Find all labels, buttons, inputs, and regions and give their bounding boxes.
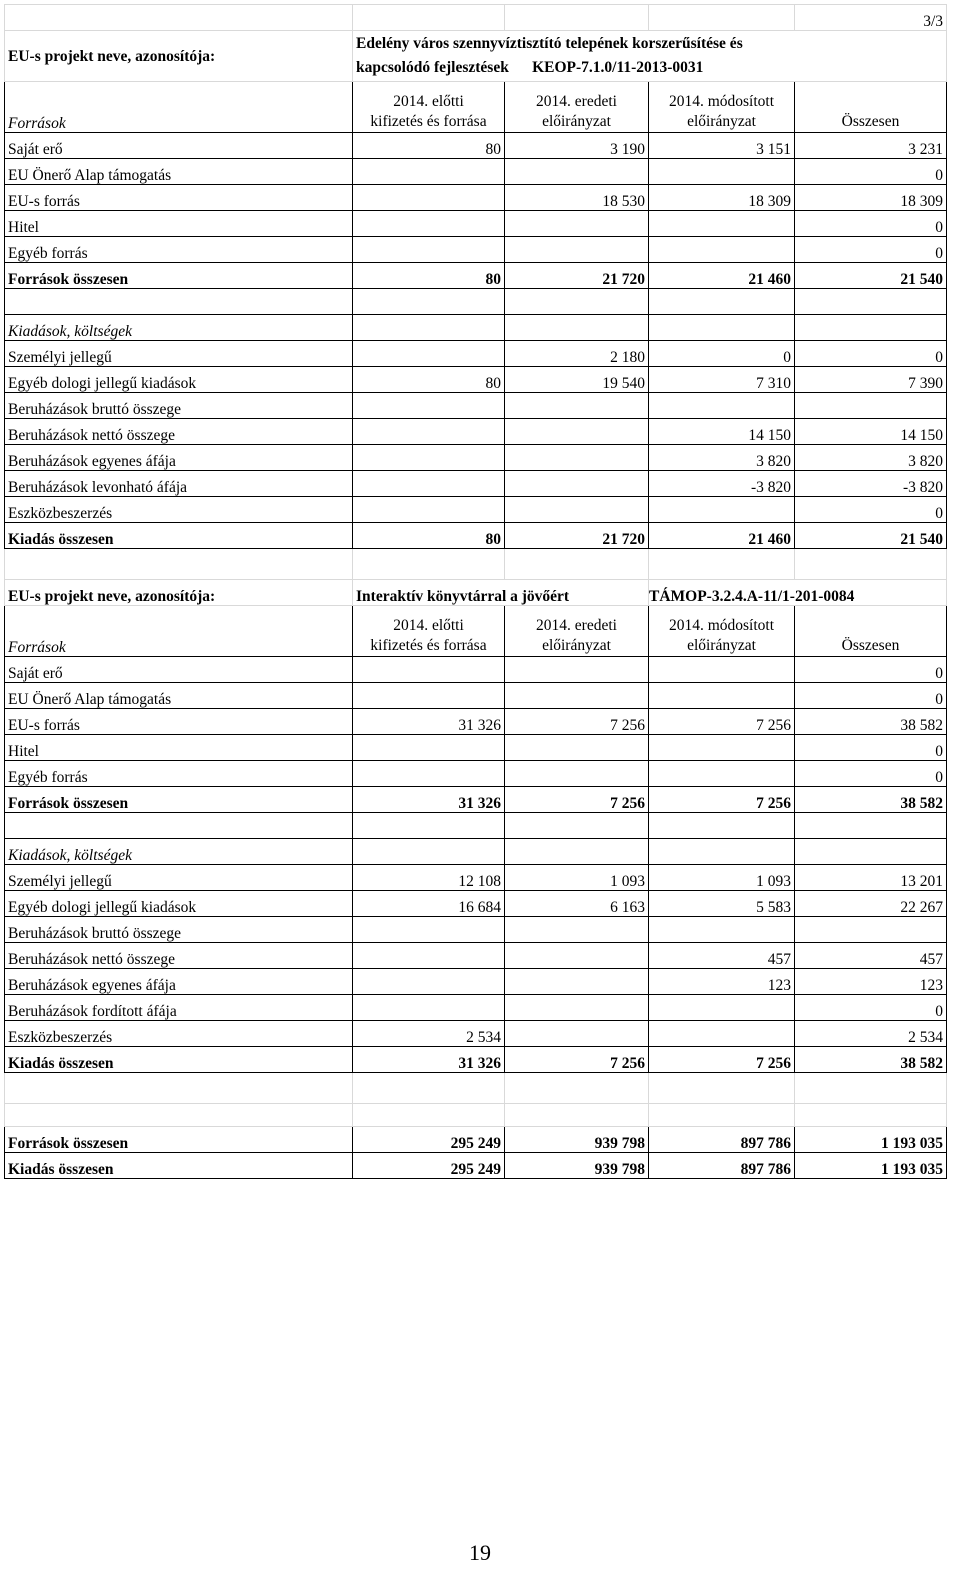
empty-cell	[505, 549, 649, 580]
cell-col1: 295 249	[353, 1153, 505, 1179]
cell-col4: 0	[795, 497, 947, 523]
spacer-row	[5, 549, 947, 580]
cell-col2: 21 720	[505, 263, 649, 289]
column-header-1	[353, 82, 505, 133]
empty-cell	[353, 813, 505, 839]
cell-col2: 7 256	[505, 709, 649, 735]
cell-col1	[353, 683, 505, 709]
cell-col4: 2 534	[795, 1021, 947, 1047]
cell-col2: 7 256	[505, 1047, 649, 1073]
page-number: 19	[469, 1540, 491, 1565]
column-header-line1: 2014. eredeti	[536, 93, 617, 110]
cell-col2: 3 190	[505, 133, 649, 159]
cell-col2: 939 798	[505, 1153, 649, 1179]
cell-col3: 0	[649, 341, 795, 367]
project1-expense-row	[5, 497, 947, 523]
cell-col4: 0	[795, 341, 947, 367]
cell-col1	[353, 917, 505, 943]
cell-col2: 19 540	[505, 367, 649, 393]
cell-col4: 0	[795, 683, 947, 709]
row-label: Források összesen	[5, 787, 353, 813]
cell-col4: 457	[795, 943, 947, 969]
empty-cell	[353, 549, 505, 580]
project1-expense-row	[5, 471, 947, 497]
project1-source-row	[5, 237, 947, 263]
cell-col1	[353, 471, 505, 497]
cell-col4: 7 390	[795, 367, 947, 393]
cell-col2: 18 530	[505, 185, 649, 211]
cell-col3	[649, 735, 795, 761]
cell-col2: 1 093	[505, 865, 649, 891]
project2-label: EU-s projekt neve, azonosítója:	[5, 580, 353, 606]
empty-cell	[505, 1104, 649, 1127]
cell-col3	[649, 393, 795, 419]
column-header-line2: kifizetés és forrása	[370, 637, 487, 654]
empty-cell	[505, 289, 649, 315]
empty-cell	[353, 1104, 505, 1127]
cell-col1	[353, 393, 505, 419]
cell-col2	[505, 683, 649, 709]
corner-row	[5, 5, 947, 31]
project1-source-row	[5, 159, 947, 185]
cell-col3: 123	[649, 969, 795, 995]
cell-col4: 3 820	[795, 445, 947, 471]
cell-col1	[353, 735, 505, 761]
cell-col1: 31 326	[353, 787, 505, 813]
grand-total-row	[5, 1127, 947, 1153]
row-label: Kiadás összesen	[5, 1047, 353, 1073]
cell-col3	[649, 497, 795, 523]
empty-cell	[505, 839, 649, 865]
cell-col1	[353, 185, 505, 211]
empty-cell	[795, 549, 947, 580]
cell-col4: 38 582	[795, 709, 947, 735]
cell-col3: 5 583	[649, 891, 795, 917]
cell-col2	[505, 761, 649, 787]
empty-cell	[795, 1073, 947, 1104]
cell-col1	[353, 497, 505, 523]
project2-expenses-heading-row	[5, 839, 947, 865]
row-label: Egyéb dologi jellegű kiadások	[5, 367, 353, 393]
column-header-line1: 2014. eredeti	[536, 617, 617, 634]
column-header-2	[505, 82, 649, 133]
project1-source-row	[5, 133, 947, 159]
empty-cell	[353, 1073, 505, 1104]
cell-col4: 0	[795, 995, 947, 1021]
project1-expenses-total-row	[5, 523, 947, 549]
cell-col1	[353, 761, 505, 787]
project2-name-cell	[353, 580, 649, 606]
cell-col4: 22 267	[795, 891, 947, 917]
cell-col2	[505, 995, 649, 1021]
project2-source-row	[5, 709, 947, 735]
spacer-row	[5, 1073, 947, 1104]
column-header-line2: előirányzat	[687, 113, 756, 130]
row-label: Beruházások nettó összege	[5, 943, 353, 969]
grand-total-row	[5, 1153, 947, 1179]
cell-col4: 0	[795, 211, 947, 237]
row-label: Beruházások bruttó összege	[5, 917, 353, 943]
project1-source-row	[5, 211, 947, 237]
cell-col3: 3 820	[649, 445, 795, 471]
project2-name: Interaktív könyvtárral a jövőért	[356, 588, 570, 605]
empty-cell	[5, 1104, 353, 1127]
column-header-line1: 2014. módosított	[668, 617, 775, 634]
cell-col4: 21 540	[795, 263, 947, 289]
cell-col3: 21 460	[649, 523, 795, 549]
cell-col4: 123	[795, 969, 947, 995]
empty-cell	[505, 315, 649, 341]
cell-col1	[353, 211, 505, 237]
empty-cell	[353, 315, 505, 341]
cell-col4	[795, 393, 947, 419]
empty-cell	[649, 1104, 795, 1127]
cell-col1	[353, 419, 505, 445]
row-label: Kiadás összesen	[5, 1153, 353, 1179]
row-label: EU Önerő Alap támogatás	[5, 683, 353, 709]
project1-label: EU-s projekt neve, azonosítója:	[5, 31, 353, 82]
column-header-total: Összesen	[795, 82, 947, 133]
cell-col3: 897 786	[649, 1153, 795, 1179]
project2-expense-row	[5, 865, 947, 891]
cell-col2	[505, 237, 649, 263]
cell-col3	[649, 995, 795, 1021]
project2-expense-row	[5, 1021, 947, 1047]
project1-expenses-heading-row	[5, 315, 947, 341]
project2-expense-row	[5, 917, 947, 943]
cell-col2	[505, 735, 649, 761]
expenses-heading: Kiadások, költségek	[5, 839, 353, 865]
empty-cell	[649, 839, 795, 865]
cell-col1: 31 326	[353, 709, 505, 735]
row-label: EU Önerő Alap támogatás	[5, 159, 353, 185]
project1-source-row	[5, 185, 947, 211]
column-header-1	[353, 606, 505, 657]
empty-cell	[795, 1104, 947, 1127]
project1-expense-row	[5, 419, 947, 445]
cell-col2	[505, 943, 649, 969]
cell-col4: 21 540	[795, 523, 947, 549]
project2-code: TÁMOP-3.2.4.A-11/1-201-0084	[649, 588, 855, 605]
cell-col1: 80	[353, 523, 505, 549]
empty-cell	[505, 813, 649, 839]
empty-cell	[5, 549, 353, 580]
cell-col4: 13 201	[795, 865, 947, 891]
row-label: Források összesen	[5, 1127, 353, 1153]
row-label: Beruházások levonható áfája	[5, 471, 353, 497]
cell-col1	[353, 237, 505, 263]
cell-col4: 14 150	[795, 419, 947, 445]
cell-col4: 0	[795, 657, 947, 683]
column-header-line2: előirányzat	[687, 637, 756, 654]
cell-col2	[505, 159, 649, 185]
cell-col2	[505, 471, 649, 497]
cell-col4: 0	[795, 237, 947, 263]
project1-expense-row	[5, 367, 947, 393]
column-header-2	[505, 606, 649, 657]
row-label: Hitel	[5, 735, 353, 761]
cell-col2: 7 256	[505, 787, 649, 813]
row-label: Egyéb forrás	[5, 237, 353, 263]
cell-col3: 7 310	[649, 367, 795, 393]
cell-col3	[649, 683, 795, 709]
row-label: Egyéb forrás	[5, 761, 353, 787]
cell-col4: 3 231	[795, 133, 947, 159]
cell-col1	[353, 159, 505, 185]
row-label: Saját erő	[5, 133, 353, 159]
column-header-line1: 2014. módosított	[668, 93, 775, 110]
project1-expense-row	[5, 393, 947, 419]
empty-cell	[649, 289, 795, 315]
cell-col3: 457	[649, 943, 795, 969]
project2-expense-row	[5, 891, 947, 917]
project2-sources-total-row	[5, 787, 947, 813]
column-header-line2: kifizetés és forrása	[370, 113, 487, 130]
empty-cell	[5, 1073, 353, 1104]
cell-col1	[353, 657, 505, 683]
row-label: Kiadás összesen	[5, 523, 353, 549]
project2-source-row	[5, 657, 947, 683]
project2-expense-row	[5, 969, 947, 995]
cell-col4: 1 193 035	[795, 1153, 947, 1179]
project2-header-row	[5, 606, 947, 657]
project1-name	[353, 31, 947, 82]
empty-cell	[649, 1073, 795, 1104]
cell-col1: 16 684	[353, 891, 505, 917]
cell-col3: 897 786	[649, 1127, 795, 1153]
cell-col2: 939 798	[505, 1127, 649, 1153]
project1-header-row	[5, 82, 947, 133]
row-label: Személyi jellegű	[5, 865, 353, 891]
cell-col4	[795, 917, 947, 943]
project2-expense-row	[5, 995, 947, 1021]
row-label: Eszközbeszerzés	[5, 497, 353, 523]
project2-source-row	[5, 735, 947, 761]
cell-col3: 1 093	[649, 865, 795, 891]
cell-col2	[505, 393, 649, 419]
cell-col4: 38 582	[795, 1047, 947, 1073]
row-label: Saját erő	[5, 657, 353, 683]
cell-col4: 0	[795, 159, 947, 185]
empty-cell	[505, 1073, 649, 1104]
cell-col4: 0	[795, 735, 947, 761]
empty-cell	[353, 839, 505, 865]
project2-expense-row	[5, 943, 947, 969]
row-label: Beruházások egyenes áfája	[5, 969, 353, 995]
project1-name-line1: Edelény város szennyvíztisztító telepének korszerűsítése és	[356, 35, 743, 52]
cell-col2: 21 720	[505, 523, 649, 549]
project2-expenses-total-row	[5, 1047, 947, 1073]
cell-col4: 18 309	[795, 185, 947, 211]
cell-col2	[505, 445, 649, 471]
page-corner-label: 3/3	[795, 5, 947, 31]
cell-col4: 1 193 035	[795, 1127, 947, 1153]
project1-spacer-row	[5, 289, 947, 315]
cell-col3: 21 460	[649, 263, 795, 289]
empty-cell	[795, 813, 947, 839]
cell-col3	[649, 1021, 795, 1047]
cell-col2: 2 180	[505, 341, 649, 367]
cell-col3: -3 820	[649, 471, 795, 497]
project1-sources-total-row	[5, 263, 947, 289]
cell-col1	[353, 341, 505, 367]
cell-col3: 3 151	[649, 133, 795, 159]
cell-col1	[353, 969, 505, 995]
cell-col3: 18 309	[649, 185, 795, 211]
row-label: Hitel	[5, 211, 353, 237]
empty-cell	[5, 813, 353, 839]
column-header-line2: előirányzat	[542, 113, 611, 130]
empty-cell	[649, 315, 795, 341]
cell-col3	[649, 237, 795, 263]
project1-expense-row	[5, 445, 947, 471]
project1-name-line2: kapcsolódó fejlesztések KEOP-7.1.0/11-2013-0031	[356, 59, 704, 76]
cell-col3	[649, 917, 795, 943]
column-header-3	[649, 606, 795, 657]
cell-col1	[353, 445, 505, 471]
cell-col1	[353, 943, 505, 969]
cell-col1	[353, 995, 505, 1021]
project2-title-row	[5, 580, 947, 606]
cell-col1: 80	[353, 367, 505, 393]
project1-title-row	[5, 31, 947, 82]
project2-code-cell	[649, 580, 947, 606]
empty-cell	[649, 813, 795, 839]
column-header-total: Összesen	[795, 606, 947, 657]
row-label: Egyéb dologi jellegű kiadások	[5, 891, 353, 917]
cell-col2: 6 163	[505, 891, 649, 917]
cell-col3	[649, 159, 795, 185]
empty-cell	[353, 289, 505, 315]
cell-col2	[505, 969, 649, 995]
spreadsheet	[4, 4, 946, 1179]
cell-col2	[505, 1021, 649, 1047]
column-header-line1: 2014. előtti	[393, 93, 464, 110]
spacer-row	[5, 1104, 947, 1127]
expenses-heading: Kiadások, költségek	[5, 315, 353, 341]
cell-col4: 0	[795, 761, 947, 787]
column-header-line1: 2014. előtti	[393, 617, 464, 634]
row-label: Beruházások fordított áfája	[5, 995, 353, 1021]
empty-cell	[795, 315, 947, 341]
cell-col3: 7 256	[649, 787, 795, 813]
empty-cell	[5, 289, 353, 315]
row-label: Beruházások egyenes áfája	[5, 445, 353, 471]
cell-col2	[505, 419, 649, 445]
empty-cell	[795, 289, 947, 315]
column-header-line2: előirányzat	[542, 637, 611, 654]
sources-heading: Források	[5, 82, 353, 133]
budget-table	[4, 4, 947, 1179]
column-header-3	[649, 82, 795, 133]
row-label: Beruházások nettó összege	[5, 419, 353, 445]
cell-col2	[505, 917, 649, 943]
cell-col2	[505, 211, 649, 237]
cell-col1: 2 534	[353, 1021, 505, 1047]
cell-col3	[649, 657, 795, 683]
cell-col1: 80	[353, 263, 505, 289]
cell-col3: 7 256	[649, 1047, 795, 1073]
cell-col4: 38 582	[795, 787, 947, 813]
row-label: EU-s forrás	[5, 709, 353, 735]
cell-col3: 7 256	[649, 709, 795, 735]
cell-col3	[649, 761, 795, 787]
cell-col1: 12 108	[353, 865, 505, 891]
project2-spacer-row	[5, 813, 947, 839]
row-label: Beruházások bruttó összege	[5, 393, 353, 419]
cell-col1: 80	[353, 133, 505, 159]
row-label: Személyi jellegű	[5, 341, 353, 367]
row-label: Eszközbeszerzés	[5, 1021, 353, 1047]
empty-cell	[649, 549, 795, 580]
cell-col4: -3 820	[795, 471, 947, 497]
project1-expense-row	[5, 341, 947, 367]
project2-source-row	[5, 683, 947, 709]
cell-col3: 14 150	[649, 419, 795, 445]
cell-col2	[505, 497, 649, 523]
project2-source-row	[5, 761, 947, 787]
empty-cell	[795, 839, 947, 865]
cell-col1: 31 326	[353, 1047, 505, 1073]
cell-col2	[505, 657, 649, 683]
sources-heading: Források	[5, 606, 353, 657]
row-label: Források összesen	[5, 263, 353, 289]
cell-col3	[649, 211, 795, 237]
cell-col1: 295 249	[353, 1127, 505, 1153]
row-label: EU-s forrás	[5, 185, 353, 211]
